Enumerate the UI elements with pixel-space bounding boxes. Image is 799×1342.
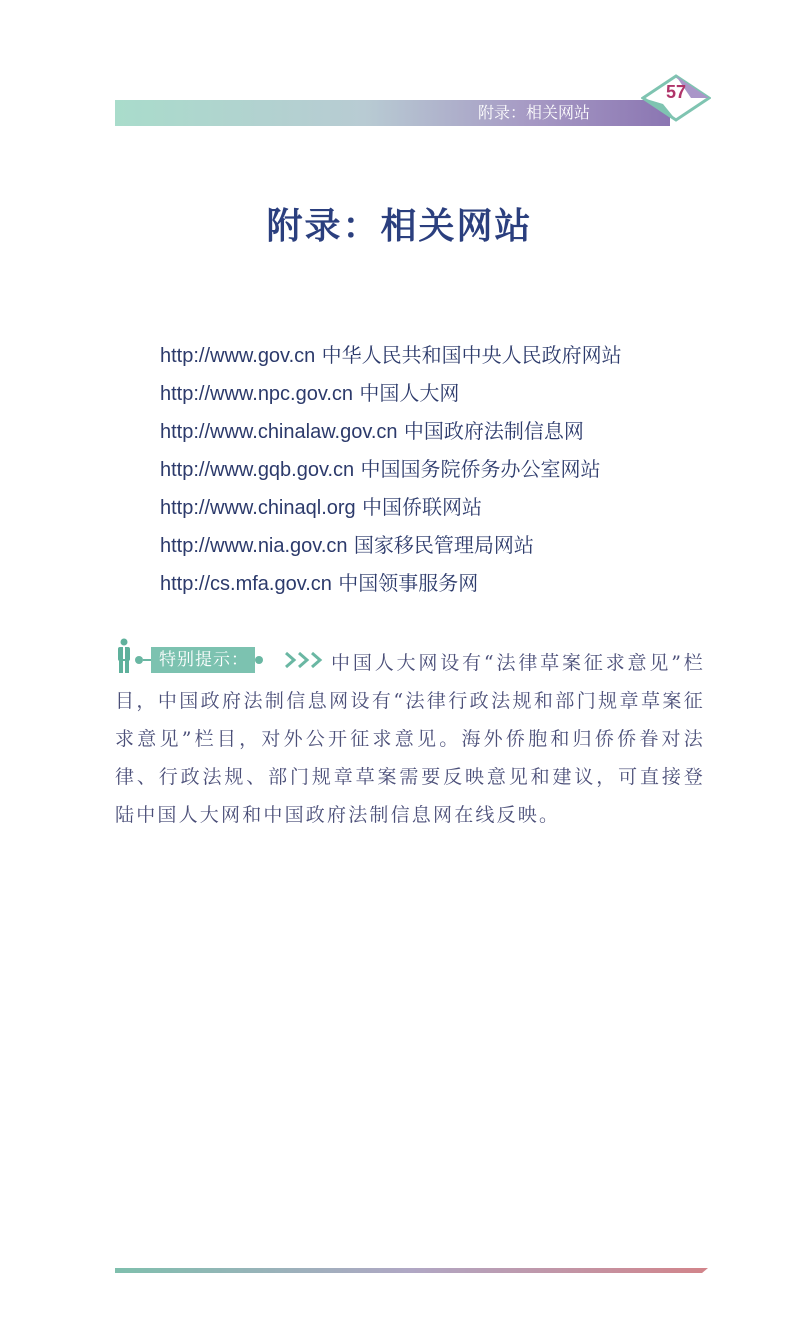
site-name: 中国政府法制信息网: [403, 419, 584, 443]
site-url[interactable]: http://www.npc.gov.cn: [160, 383, 354, 405]
section-title: 附录：相关网站: [478, 103, 591, 122]
footer-rule: [115, 1268, 708, 1273]
site-url[interactable]: http://www.gov.cn: [160, 345, 316, 367]
tip-text: 中国人大网设有“法律草案征求意见”栏目，中国政府法制信息网设有“法律行政法规和部门规章草案征求意见”栏目，对外公开征求意见。海外侨胞和归侨侨眷对法律、行政法规、部门规章草案需要反映意见和建议，可直接登陆中国人大网和中国政府法制信息网在线反映。: [115, 652, 705, 826]
site-name: 中国侨联网站: [362, 495, 483, 519]
page-title: 附录：相关网站: [266, 206, 533, 247]
site-url[interactable]: http://cs.mfa.gov.cn: [160, 573, 332, 595]
site-name: 国家移民管理局网站: [353, 533, 534, 557]
tip-label: [135, 646, 263, 674]
page-number: 57: [665, 82, 687, 102]
list-item: [160, 341, 622, 379]
site-url[interactable]: http://www.chinalaw.gov.cn: [160, 421, 398, 443]
person-icon: [115, 638, 133, 674]
list-item: [160, 493, 622, 531]
site-name: 中华人民共和国中央人民政府网站: [321, 343, 622, 367]
site-url[interactable]: http://www.nia.gov.cn: [160, 535, 348, 557]
dot-icon: [135, 656, 143, 664]
list-item: [160, 379, 622, 417]
site-name: 中国领事服务网: [338, 571, 479, 595]
triple-chevron-icon: [284, 651, 326, 669]
tip-label-text: 特别提示：: [151, 647, 255, 673]
list-item: [160, 417, 622, 455]
list-item: [160, 531, 622, 569]
dot-icon: [255, 656, 263, 664]
list-item: [160, 569, 622, 607]
site-name: 中国人大网: [359, 381, 460, 405]
site-url[interactable]: http://www.gqb.gov.cn: [160, 459, 355, 481]
site-url[interactable]: http://www.chinaql.org: [160, 497, 356, 519]
site-name: 中国国务院侨务办公室网站: [360, 457, 601, 481]
link-list: [160, 341, 622, 607]
list-item: [160, 455, 622, 493]
connector-line: [143, 659, 151, 661]
